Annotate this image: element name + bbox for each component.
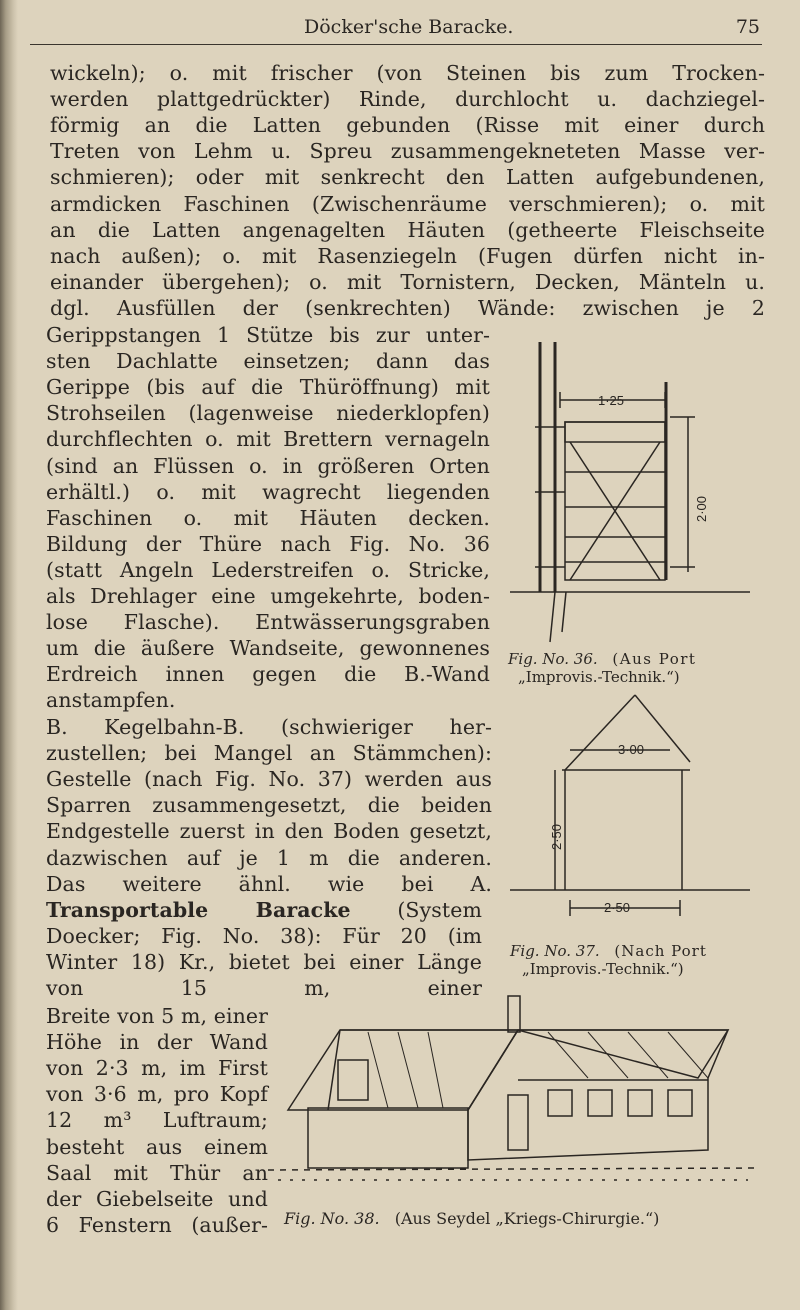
text-line: von 2·3 m, im First xyxy=(46,1056,268,1081)
text-line: Saal mit Thür an xyxy=(46,1160,268,1185)
page-header xyxy=(280,14,760,44)
text-line: Gerippe (bis auf die Thüröffnung) mit xyxy=(46,375,490,400)
text-line: Erdreich innen gegen die B.-Wand xyxy=(46,662,490,687)
fig37-caption-source-2: „Improvis.-Technik.“) xyxy=(522,960,684,978)
figure-37-caption xyxy=(510,942,707,978)
text-line: (sind an Flüssen o. in größeren Orten xyxy=(46,453,490,478)
text-line: einander übergehen); o. mit Tornistern, Decken, Mänteln u. xyxy=(50,269,765,294)
text-line: besteht aus einem xyxy=(46,1134,268,1159)
figure-38-barrack-illustration xyxy=(268,990,773,1205)
text-line: B. Kegelbahn-B. (schwieriger her- xyxy=(46,715,492,739)
text-line: Breite von 5 m, einer xyxy=(46,1004,269,1028)
text-line: Höhe in der Wand xyxy=(46,1030,268,1055)
text-line: Doecker; Fig. No. 38): Für 20 (im xyxy=(46,924,482,949)
text-line: anstampfen. xyxy=(46,688,176,713)
text-line: werden plattgedrückter) Rinde, durchlocht u. dachziegel- xyxy=(50,87,765,112)
text-line: an die Latten angenagelten Häuten (getheerte Fleischseite xyxy=(50,217,765,242)
running-title: Döcker'sche Baracke. xyxy=(304,16,514,38)
text-line: Winter 18) Kr., bietet bei einer Länge xyxy=(46,950,482,975)
figure-38-caption xyxy=(284,1210,659,1228)
text-line: durchflechten o. mit Brettern vernageln xyxy=(46,427,490,452)
text-line: Endgestelle zuerst in den Boden gesetzt, xyxy=(46,819,492,844)
book-spine-shadow xyxy=(0,0,18,1310)
figure-36-door-diagram xyxy=(510,322,770,652)
fig38-caption-source: (Aus Seydel „Kriegs-Chirurgie.“) xyxy=(394,1209,660,1228)
text-line: Gerippstangen 1 Stütze bis zur unter- xyxy=(46,323,490,347)
text-line: sten Dachlatte einsetzen; dann das xyxy=(46,349,490,374)
text-line: wickeln); o. mit frischer (von Steinen bis zum Trocken- xyxy=(50,61,765,85)
text-line: förmig an die Latten gebunden (Risse mit einer durch xyxy=(50,113,765,138)
text-line: um die äußere Wandseite, gewonnenes xyxy=(46,636,490,661)
text-line: 12 m³ Luftraum; xyxy=(46,1108,268,1133)
text-line: 6 Fenstern (außer- xyxy=(46,1212,268,1237)
text-line: Bildung der Thüre nach Fig. No. 36 xyxy=(46,531,490,556)
text-line: Faschinen o. mit Häuten decken. xyxy=(46,505,490,530)
figure-37-frame-diagram xyxy=(510,680,770,945)
text-line: Sparren zusammengesetzt, die beiden xyxy=(46,793,492,818)
header-rule xyxy=(30,44,762,45)
fig37-base-label: 2·50 xyxy=(604,900,631,915)
text-line: dazwischen auf je 1 m die anderen. xyxy=(46,845,492,870)
text-line: von 15 m, einer xyxy=(46,976,482,1001)
page-number: 75 xyxy=(735,16,760,38)
text-line: von 3·6 m, pro Kopf xyxy=(46,1082,268,1107)
text-line: als Drehlager eine umgekehrte, boden- xyxy=(46,584,490,608)
fig36-caption-source-2: „Improvis.-Technik.“) xyxy=(518,668,680,686)
fig36-caption-source-1: (Aus Port xyxy=(612,650,697,668)
text-line: Transportable Baracke (System xyxy=(46,898,482,922)
text-line: Strohseilen (lagenweise niederklopfen) xyxy=(46,401,490,426)
fig36-width-label: 1·25 xyxy=(598,393,625,408)
text-line: nach außen); o. mit Rasenziegeln (Fugen dürfen nicht in- xyxy=(50,243,765,268)
text-line: zustellen; bei Mangel an Stämmchen): xyxy=(46,741,492,766)
text-line: Gestelle (nach Fig. No. 37) werden aus xyxy=(46,767,492,792)
fig36-height-label: 2·00 xyxy=(694,495,709,522)
text-line: schmieren); oder mit senkrecht den Latten aufgebundenen, xyxy=(50,165,765,190)
fig36-caption-label: Fig. No. 36. xyxy=(508,650,598,668)
text-line: Das weitere ähnl. wie bei A. xyxy=(46,871,492,896)
text-line: armdicken Faschinen (Zwischenräume verschmieren); o. mit xyxy=(50,191,765,216)
text-line: Treten von Lehm u. Spreu zusammengekneteten Masse ver- xyxy=(50,139,765,164)
text-line: erhältl.) o. mit wagrecht liegenden xyxy=(46,479,490,504)
fig37-height-label: 2·50 xyxy=(549,823,564,850)
fig38-caption-label: Fig. No. 38. xyxy=(284,1209,380,1228)
fig37-caption-source-1: (Nach Port xyxy=(614,942,707,960)
text-line: (statt Angeln Lederstreifen o. Stricke, xyxy=(46,557,490,582)
text-line: der Giebelseite und xyxy=(46,1186,268,1211)
text-line: lose Flasche). Entwässerungsgraben xyxy=(46,610,490,635)
fig37-caption-label: Fig. No. 37. xyxy=(510,942,600,960)
fig37-span-label: 3·00 xyxy=(618,742,645,757)
text-line: dgl. Ausfüllen der (senkrechten) Wände: zwischen je 2 xyxy=(50,295,765,320)
